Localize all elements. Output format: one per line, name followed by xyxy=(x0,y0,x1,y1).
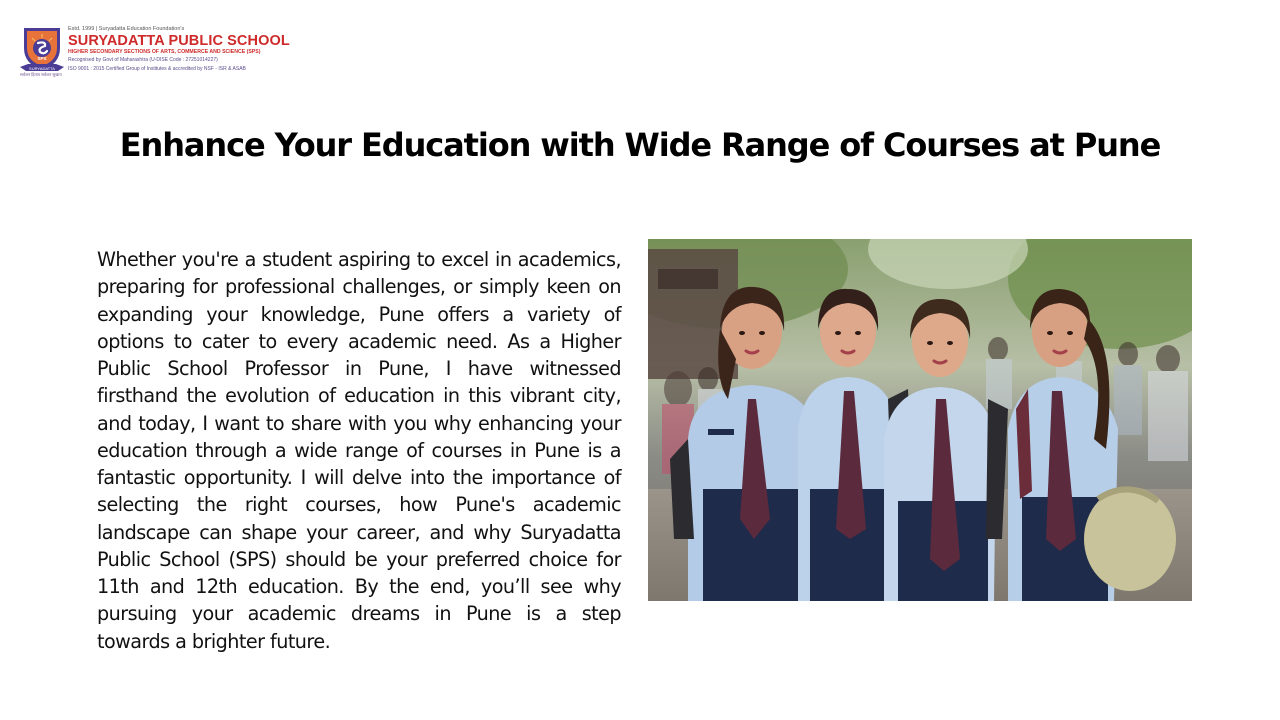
logo-recognition-line: Recognised by Govt of Maharashtra (U-DISE Code : 27251014227) xyxy=(68,57,218,63)
emblem-initials: SPS xyxy=(37,56,47,61)
logo-tagline: सर्वजन हिताय सर्वजन सुखाय xyxy=(20,72,62,77)
logo-text-block xyxy=(68,26,308,74)
school-logo[interactable] xyxy=(18,24,308,82)
page-title: Enhance Your Education with Wide Range of Courses at Pune xyxy=(119,126,1161,164)
logo-subtitle: HIGHER SECONDARY SECTIONS OF ARTS, COMMERCE AND SCIENCE (SPS) xyxy=(68,49,261,55)
emblem-ribbon-text: SURYADATTA xyxy=(29,65,55,71)
body-paragraph: Whether you're a student aspiring to excel in academics, preparing for professional challenges, or simply keen on expanding your knowledge, Pune offers a variety of options to cater to every academic need. As a Higher Public School Professor in Pune, I have witnessed firsthand the evolution of education in this vibrant city, and today, I want to share with you why enhancing your education through a wide range of courses in Pune is a fantastic opportunity. I will delve into the importance of selecting the right courses, how Pune's academic landscape can shape your career, and why Suryadatta Public School (SPS) should be your preferred choice for 11th and 12th education. By the end, you’ll see why pursuing your academic dreams in Pune is a step towards a brighter future. xyxy=(97,248,621,653)
logo-school-name: SURYADATTA PUBLIC SCHOOL xyxy=(68,33,290,49)
students-photo xyxy=(648,239,1192,601)
logo-established-line: Estd. 1999 | Suryadatta Education Foundation's xyxy=(68,26,185,32)
logo-iso-line: ISO 9001 : 2015 Certified Group of Institutes & accredited by NSF - ISR & ASAB xyxy=(68,66,246,72)
